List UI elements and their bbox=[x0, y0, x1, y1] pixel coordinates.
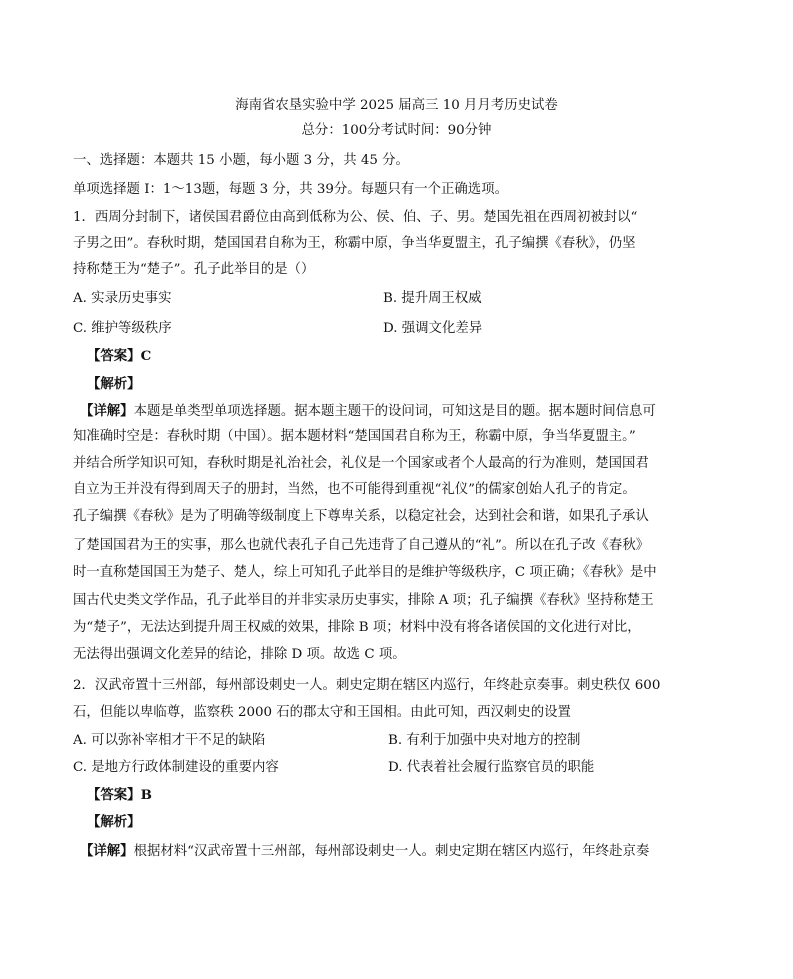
q1-detail-line-10: 无法得出强调文化差异的结论，排除 D 项。故选 C 项。 bbox=[73, 647, 406, 662]
q2-detail-line-1 bbox=[80, 841, 700, 862]
q1-detail-line-2: 知准确时空是：春秋时期（中国）。据本题材料“楚国国君自称为王，称霸中原，争当华夏盟主。” bbox=[73, 429, 636, 444]
q1-detail-line-9: 为“楚子”，无法达到提升周王权威的效果，排除 B 项；材料中没有将各诸侯国的文化进行对比， bbox=[73, 620, 641, 635]
q2-analysis-tag bbox=[87, 812, 707, 833]
q2-analysis-label: 【解析】 bbox=[87, 814, 141, 830]
q1-detail-line-7: 时一直称楚国国王为楚子、楚人，综上可知孔子此举目的是维护等级秩序，C 项正确；《春秋》是中 bbox=[73, 565, 657, 580]
q2-option-a: A. 可以弥补宰相才干不足的缺陷 bbox=[73, 733, 266, 748]
section-sub-heading: 单项选择题 I：1～13题，每题 3 分，共 39分。每题只有一个正确选项。 bbox=[73, 182, 508, 197]
q1-detail-tag: 【详解】 bbox=[80, 403, 134, 419]
q2-answer bbox=[87, 785, 707, 806]
q2-stem-line-2: 石，但能以卑临尊，监察秩 2000 石的郡太守和王国相。由此可知，西汉刺史的设置 bbox=[73, 705, 571, 720]
q1-stem-line-3: 持称楚王为“楚子”。孔子此举目的是（） bbox=[73, 262, 315, 277]
q1-answer bbox=[87, 346, 707, 367]
q2-answer-tag: 【答案】 bbox=[87, 787, 141, 803]
q1-detail-line-3: 并结合所学知识可知，春秋时期是礼治社会，礼仪是一个国家或者个人最高的行为准则，楚国国君 bbox=[73, 456, 649, 471]
q1-option-b: B. 提升周王权威 bbox=[383, 291, 482, 306]
q1-detail-line-6: 了楚国国君为王的实事，那么也就代表孔子自己先违背了自己遵从的“礼”。所以在孔子改《春秋》 bbox=[73, 538, 650, 553]
q2-stem-line-1: 2．汉武帝置十三州部，每州部设刺史一人。刺史定期在辖区内巡行，年终赴京奏事。刺史秩仅 600 bbox=[73, 678, 661, 693]
q2-answer-value: B bbox=[140, 787, 152, 803]
q1-answer-value: C bbox=[140, 348, 152, 364]
section-heading: 一、选择题：本题共 15 小题，每小题 3 分，共 45 分。 bbox=[73, 153, 409, 168]
q2-option-d: D. 代表着社会履行监察官员的职能 bbox=[388, 760, 595, 775]
q1-detail-line-8: 国古代史类文学作品，孔子此举目的并非实录历史事实，排除 A 项；孔子编撰《春秋》坚持称楚王 bbox=[73, 593, 654, 608]
q1-analysis-label: 【解析】 bbox=[87, 376, 141, 392]
exam-subtitle: 总分：100分考试时间：90分钟 bbox=[301, 123, 492, 138]
q1-answer-tag: 【答案】 bbox=[87, 348, 141, 364]
exam-title: 海南省农垦实验中学 2025 届高三 10 月月考历史试卷 bbox=[235, 98, 558, 113]
q1-detail-line-1 bbox=[80, 401, 700, 422]
q1-option-a: A. 实录历史事实 bbox=[73, 291, 172, 306]
q1-stem-line-2: 子男之田”。春秋时期，楚国国君自称为王，称霸中原，争当华夏盟主，孔子编撰《春秋》，仍坚 bbox=[73, 236, 636, 251]
q1-detail-line-5: 孔子编撰《春秋》是为了明确等级制度上下尊卑关系，以稳定社会，达到社会和谐，如果孔子承认 bbox=[73, 509, 649, 524]
q2-option-c: C. 是地方行政体制建设的重要内容 bbox=[73, 760, 279, 775]
q1-detail-line-4: 自立为王并没有得到周天子的册封，当然，也不可能得到重视“礼仪”的儒家创始人孔子的肯定。 bbox=[73, 482, 636, 497]
q1-detail-text-1: 本题是单类型单项选择题。据本题主题干的设问词，可知这是目的题。据本题时间信息可 bbox=[133, 404, 656, 419]
q2-detail-tag: 【详解】 bbox=[80, 843, 134, 859]
q1-stem-line-1: 1．西周分封制下，诸侯国君爵位由高到低称为公、侯、伯、子、男。楚国先祖在西周初被封以“ bbox=[73, 210, 638, 225]
q1-analysis-tag bbox=[87, 374, 707, 395]
q1-option-c: C. 维护等级秩序 bbox=[73, 321, 172, 336]
q2-detail-text-1: 根据材料“汉武帝置十三州部，每州部设刺史一人。刺史定期在辖区内巡行，年终赴京奏 bbox=[133, 844, 650, 859]
q1-option-d: D. 强调文化差异 bbox=[383, 321, 483, 336]
q2-option-b: B. 有利于加强中央对地方的控制 bbox=[388, 733, 581, 748]
